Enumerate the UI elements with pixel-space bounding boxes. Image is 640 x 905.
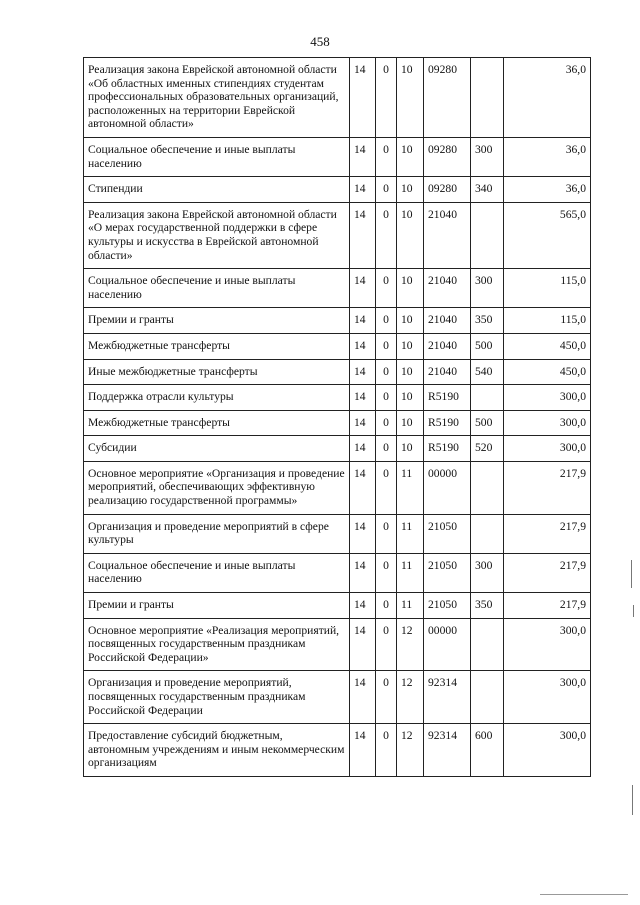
row-direction-code-cell: R5190 xyxy=(424,410,471,436)
row-direction-code-cell: 21040 xyxy=(424,333,471,359)
row-direction-code-cell: 92314 xyxy=(424,724,471,777)
row-pp-code-cell: 0 xyxy=(376,514,397,553)
row-gr-code-cell: 14 xyxy=(350,269,376,308)
row-expense-type-cell xyxy=(471,671,504,724)
row-gr-code-cell: 14 xyxy=(350,593,376,619)
row-expense-type-cell: 500 xyxy=(471,410,504,436)
table-row xyxy=(84,269,591,308)
row-os-code-cell: 10 xyxy=(397,177,424,203)
row-direction-code-cell: 09280 xyxy=(424,58,471,138)
row-pp-code-cell: 0 xyxy=(376,58,397,138)
row-pp-code-cell: 0 xyxy=(376,359,397,385)
scan-artifact xyxy=(633,605,634,617)
row-os-code-cell: 11 xyxy=(397,593,424,619)
table-row xyxy=(84,333,591,359)
row-os-code-cell: 10 xyxy=(397,436,424,462)
row-direction-code-cell: 21040 xyxy=(424,202,471,268)
budget-table xyxy=(83,57,591,777)
row-expense-type-cell xyxy=(471,385,504,411)
row-direction-code-cell: 21050 xyxy=(424,553,471,592)
table-row xyxy=(84,177,591,203)
row-os-code-cell: 10 xyxy=(397,385,424,411)
table-row xyxy=(84,461,591,514)
row-gr-code-cell: 14 xyxy=(350,58,376,138)
row-pp-code-cell: 0 xyxy=(376,333,397,359)
row-os-code-cell: 12 xyxy=(397,724,424,777)
row-os-code-cell: 10 xyxy=(397,202,424,268)
row-expense-type-cell xyxy=(471,514,504,553)
row-os-code-cell: 10 xyxy=(397,137,424,176)
row-gr-code-cell: 14 xyxy=(350,385,376,411)
scan-artifact xyxy=(540,894,628,895)
row-gr-code-cell: 14 xyxy=(350,410,376,436)
row-gr-code-cell: 14 xyxy=(350,671,376,724)
row-amount-cell: 115,0 xyxy=(504,308,591,334)
row-pp-code-cell: 0 xyxy=(376,137,397,176)
table-row xyxy=(84,724,591,777)
row-pp-code-cell: 0 xyxy=(376,177,397,203)
row-amount-cell: 36,0 xyxy=(504,137,591,176)
row-name-cell: Реализация закона Еврейской автономной области «О мерах государственной поддержки в сфере культуры и искусства в Еврейской автономной области» xyxy=(84,202,350,268)
row-amount-cell: 300,0 xyxy=(504,724,591,777)
row-pp-code-cell: 0 xyxy=(376,385,397,411)
row-amount-cell: 565,0 xyxy=(504,202,591,268)
row-amount-cell: 115,0 xyxy=(504,269,591,308)
row-gr-code-cell: 14 xyxy=(350,177,376,203)
row-name-cell: Премии и гранты xyxy=(84,308,350,334)
row-amount-cell: 300,0 xyxy=(504,436,591,462)
row-amount-cell: 36,0 xyxy=(504,177,591,203)
row-gr-code-cell: 14 xyxy=(350,553,376,592)
row-os-code-cell: 11 xyxy=(397,461,424,514)
row-direction-code-cell: 21050 xyxy=(424,514,471,553)
row-pp-code-cell: 0 xyxy=(376,436,397,462)
row-os-code-cell: 10 xyxy=(397,359,424,385)
row-name-cell: Премии и гранты xyxy=(84,593,350,619)
row-direction-code-cell: 21040 xyxy=(424,308,471,334)
row-name-cell: Социальное обеспечение и иные выплаты населению xyxy=(84,137,350,176)
row-name-cell: Организация и проведение мероприятий в сфере культуры xyxy=(84,514,350,553)
table-row xyxy=(84,618,591,671)
row-expense-type-cell: 340 xyxy=(471,177,504,203)
row-gr-code-cell: 14 xyxy=(350,461,376,514)
row-os-code-cell: 10 xyxy=(397,308,424,334)
row-pp-code-cell: 0 xyxy=(376,269,397,308)
table-row xyxy=(84,671,591,724)
row-expense-type-cell: 300 xyxy=(471,269,504,308)
row-name-cell: Организация и проведение мероприятий, посвященных государственным праздникам Российской Федерации xyxy=(84,671,350,724)
row-pp-code-cell: 0 xyxy=(376,724,397,777)
row-name-cell: Реализация закона Еврейской автономной области «Об областных именных стипендиях студентам профессиональных образовательных организаций, расположенных на территории Еврейской автономной области» xyxy=(84,58,350,138)
row-pp-code-cell: 0 xyxy=(376,308,397,334)
page-number: 458 xyxy=(310,34,330,49)
row-os-code-cell: 12 xyxy=(397,618,424,671)
table-row xyxy=(84,593,591,619)
row-direction-code-cell: 00000 xyxy=(424,461,471,514)
row-os-code-cell: 10 xyxy=(397,410,424,436)
table-row xyxy=(84,385,591,411)
scan-artifact xyxy=(632,785,633,815)
row-expense-type-cell xyxy=(471,618,504,671)
row-expense-type-cell: 350 xyxy=(471,308,504,334)
row-expense-type-cell: 500 xyxy=(471,333,504,359)
row-direction-code-cell: 21040 xyxy=(424,269,471,308)
row-amount-cell: 300,0 xyxy=(504,671,591,724)
row-os-code-cell: 10 xyxy=(397,333,424,359)
row-gr-code-cell: 14 xyxy=(350,137,376,176)
row-pp-code-cell: 0 xyxy=(376,593,397,619)
row-amount-cell: 217,9 xyxy=(504,593,591,619)
row-expense-type-cell: 540 xyxy=(471,359,504,385)
row-pp-code-cell: 0 xyxy=(376,618,397,671)
row-direction-code-cell: R5190 xyxy=(424,385,471,411)
row-gr-code-cell: 14 xyxy=(350,514,376,553)
row-amount-cell: 217,9 xyxy=(504,553,591,592)
row-amount-cell: 217,9 xyxy=(504,461,591,514)
table-row xyxy=(84,308,591,334)
row-pp-code-cell: 0 xyxy=(376,410,397,436)
row-name-cell: Основное мероприятие «Организация и проведение мероприятий, обеспечивающих эффективную реализацию государственной программы» xyxy=(84,461,350,514)
row-gr-code-cell: 14 xyxy=(350,618,376,671)
row-name-cell: Межбюджетные трансферты xyxy=(84,410,350,436)
row-gr-code-cell: 14 xyxy=(350,436,376,462)
row-direction-code-cell: 92314 xyxy=(424,671,471,724)
table-row xyxy=(84,553,591,592)
table-row xyxy=(84,137,591,176)
table-row xyxy=(84,410,591,436)
table-row xyxy=(84,359,591,385)
table-row xyxy=(84,58,591,138)
row-name-cell: Поддержка отрасли культуры xyxy=(84,385,350,411)
row-amount-cell: 450,0 xyxy=(504,359,591,385)
row-os-code-cell: 10 xyxy=(397,269,424,308)
row-expense-type-cell xyxy=(471,461,504,514)
row-name-cell: Иные межбюджетные трансферты xyxy=(84,359,350,385)
row-expense-type-cell xyxy=(471,202,504,268)
row-expense-type-cell: 300 xyxy=(471,553,504,592)
table-row xyxy=(84,514,591,553)
row-amount-cell: 36,0 xyxy=(504,58,591,138)
row-os-code-cell: 11 xyxy=(397,514,424,553)
row-name-cell: Межбюджетные трансферты xyxy=(84,333,350,359)
row-expense-type-cell: 520 xyxy=(471,436,504,462)
row-pp-code-cell: 0 xyxy=(376,671,397,724)
row-amount-cell: 300,0 xyxy=(504,618,591,671)
row-os-code-cell: 12 xyxy=(397,671,424,724)
row-direction-code-cell: 09280 xyxy=(424,137,471,176)
row-name-cell: Социальное обеспечение и иные выплаты населению xyxy=(84,553,350,592)
budget-table-body xyxy=(84,58,591,777)
row-pp-code-cell: 0 xyxy=(376,553,397,592)
row-direction-code-cell: 21040 xyxy=(424,359,471,385)
row-gr-code-cell: 14 xyxy=(350,308,376,334)
row-expense-type-cell: 600 xyxy=(471,724,504,777)
row-direction-code-cell: 00000 xyxy=(424,618,471,671)
row-amount-cell: 300,0 xyxy=(504,385,591,411)
row-name-cell: Предоставление субсидий бюджетным, автономным учреждениям и иным некоммерческим организациям xyxy=(84,724,350,777)
row-name-cell: Социальное обеспечение и иные выплаты населению xyxy=(84,269,350,308)
scan-artifact xyxy=(631,560,632,588)
row-direction-code-cell: 21050 xyxy=(424,593,471,619)
row-gr-code-cell: 14 xyxy=(350,333,376,359)
row-name-cell: Субсидии xyxy=(84,436,350,462)
row-amount-cell: 300,0 xyxy=(504,410,591,436)
row-gr-code-cell: 14 xyxy=(350,359,376,385)
row-pp-code-cell: 0 xyxy=(376,202,397,268)
row-name-cell: Стипендии xyxy=(84,177,350,203)
row-os-code-cell: 11 xyxy=(397,553,424,592)
row-pp-code-cell: 0 xyxy=(376,461,397,514)
row-gr-code-cell: 14 xyxy=(350,724,376,777)
row-expense-type-cell: 300 xyxy=(471,137,504,176)
row-direction-code-cell: 09280 xyxy=(424,177,471,203)
table-row xyxy=(84,436,591,462)
row-expense-type-cell: 350 xyxy=(471,593,504,619)
row-amount-cell: 450,0 xyxy=(504,333,591,359)
row-name-cell: Основное мероприятие «Реализация мероприятий, посвященных государственным праздникам Российской Федерации» xyxy=(84,618,350,671)
row-direction-code-cell: R5190 xyxy=(424,436,471,462)
table-row xyxy=(84,202,591,268)
row-gr-code-cell: 14 xyxy=(350,202,376,268)
row-amount-cell: 217,9 xyxy=(504,514,591,553)
row-os-code-cell: 10 xyxy=(397,58,424,138)
row-expense-type-cell xyxy=(471,58,504,138)
